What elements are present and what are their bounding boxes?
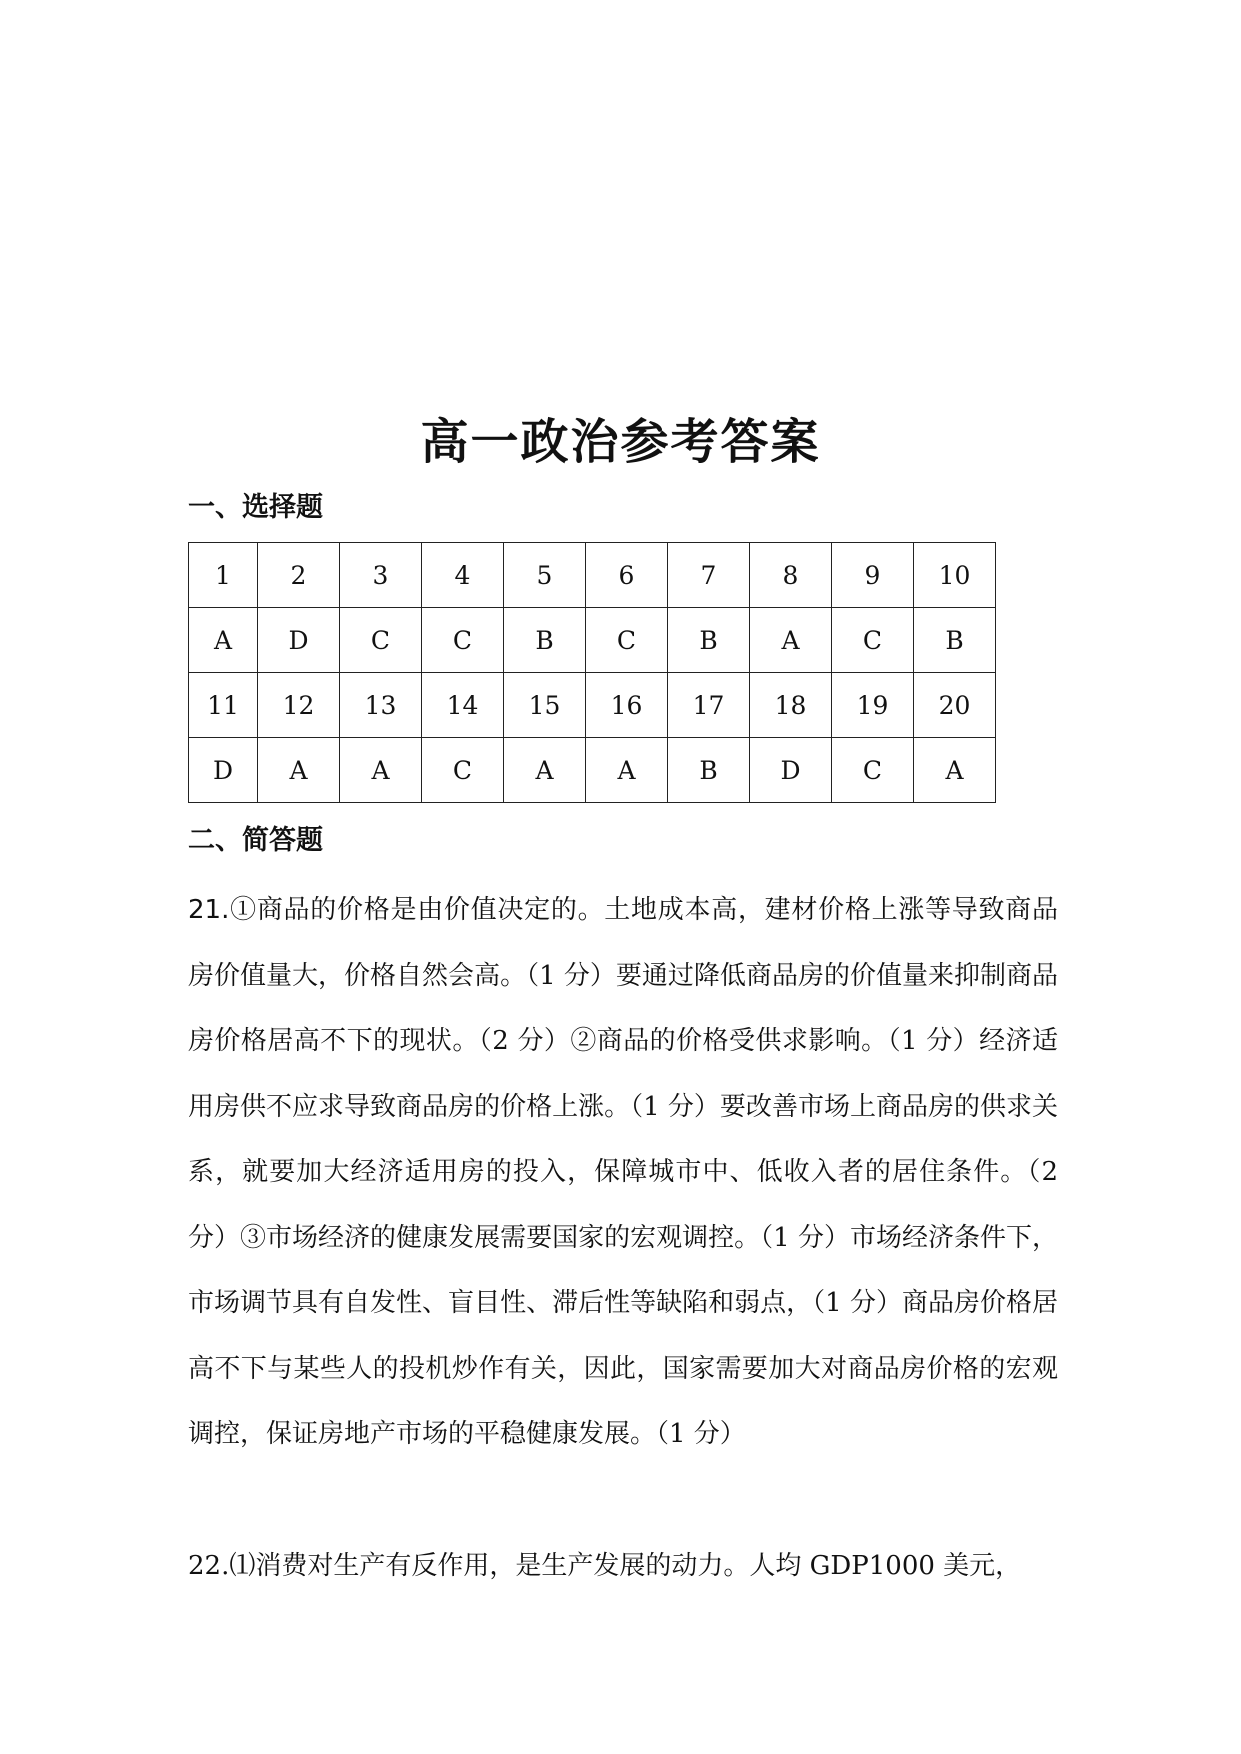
answer-cell: B	[668, 738, 750, 803]
answer-cell: C	[422, 738, 504, 803]
question-number-cell: 15	[504, 673, 586, 738]
table-row	[189, 543, 996, 608]
table-row	[189, 608, 996, 673]
answer-cell: B	[504, 608, 586, 673]
question-number-cell: 14	[422, 673, 504, 738]
question-number-cell: 6	[586, 543, 668, 608]
answer-cell: B	[914, 608, 996, 673]
answer-cell: A	[340, 738, 422, 803]
answer-cell: D	[750, 738, 832, 803]
answer-cell: A	[504, 738, 586, 803]
question-number-cell: 16	[586, 673, 668, 738]
answer-cell: C	[422, 608, 504, 673]
question-number-cell: 10	[914, 543, 996, 608]
multiple-choice-heading: 一、选择题	[188, 492, 323, 523]
short-answer-heading: 二、简答题	[188, 825, 323, 856]
answer-text: ⑴消费对生产有反作用，是生产发展的动力。人均 GDP1000 美元，	[229, 1551, 1022, 1581]
answer-cell: B	[668, 608, 750, 673]
answer-cell: A	[586, 738, 668, 803]
answer-cell: C	[340, 608, 422, 673]
table-row	[189, 738, 996, 803]
page-title: 高一政治参考答案	[420, 414, 821, 470]
answer-cell: A	[258, 738, 340, 803]
answer-cell: A	[189, 608, 258, 673]
question-number-cell: 13	[340, 673, 422, 738]
question-number-cell: 5	[504, 543, 586, 608]
answer-cell: C	[832, 608, 914, 673]
short-answer-22	[188, 1534, 1058, 1600]
question-number-cell: 2	[258, 543, 340, 608]
answer-text: ①商品的价格是由价值决定的。土地成本高，建材价格上涨等导致商品房价值量大，价格自然会高。（1 分）要通过降低商品房的价值量来抑制商品房价格居高不下的现状。（2 分）②商品的价格受供求影响。（1 分）经济适用房供不应求导致商品房的价格上涨。（1 分）要改善市场上商品房的供求关系，就要加大经济适用房的投入，保障城市中、低收入者的居住条件。（2 分）③市场经济的健康发展需要国家的宏观调控。（1 分）市场经济条件下，市场调节具有自发性、盲目性、滞后性等缺陷和弱点，（1 分）商品房价格居高不下与某些人的投机炒作有关，因此，国家需要加大对商品房价格的宏观调控，保证房地产市场的平稳健康发展。（1 分）	[188, 895, 1058, 1449]
answer-cell: D	[189, 738, 258, 803]
question-number-cell: 7	[668, 543, 750, 608]
question-number-cell: 8	[750, 543, 832, 608]
short-answer-21	[188, 878, 1058, 1468]
question-number-cell: 20	[914, 673, 996, 738]
question-number: 22.	[188, 1551, 230, 1581]
question-number: 21.	[188, 895, 230, 925]
answer-cell: C	[832, 738, 914, 803]
multiple-choice-answer-table	[188, 542, 996, 803]
question-number-cell: 1	[189, 543, 258, 608]
answer-cell: A	[914, 738, 996, 803]
question-number-cell: 17	[668, 673, 750, 738]
question-number-cell: 11	[189, 673, 258, 738]
question-number-cell: 3	[340, 543, 422, 608]
question-number-cell: 18	[750, 673, 832, 738]
question-number-cell: 12	[258, 673, 340, 738]
answer-cell: D	[258, 608, 340, 673]
answer-cell: C	[586, 608, 668, 673]
table-row	[189, 673, 996, 738]
answer-cell: A	[750, 608, 832, 673]
question-number-cell: 4	[422, 543, 504, 608]
question-number-cell: 9	[832, 543, 914, 608]
question-number-cell: 19	[832, 673, 914, 738]
